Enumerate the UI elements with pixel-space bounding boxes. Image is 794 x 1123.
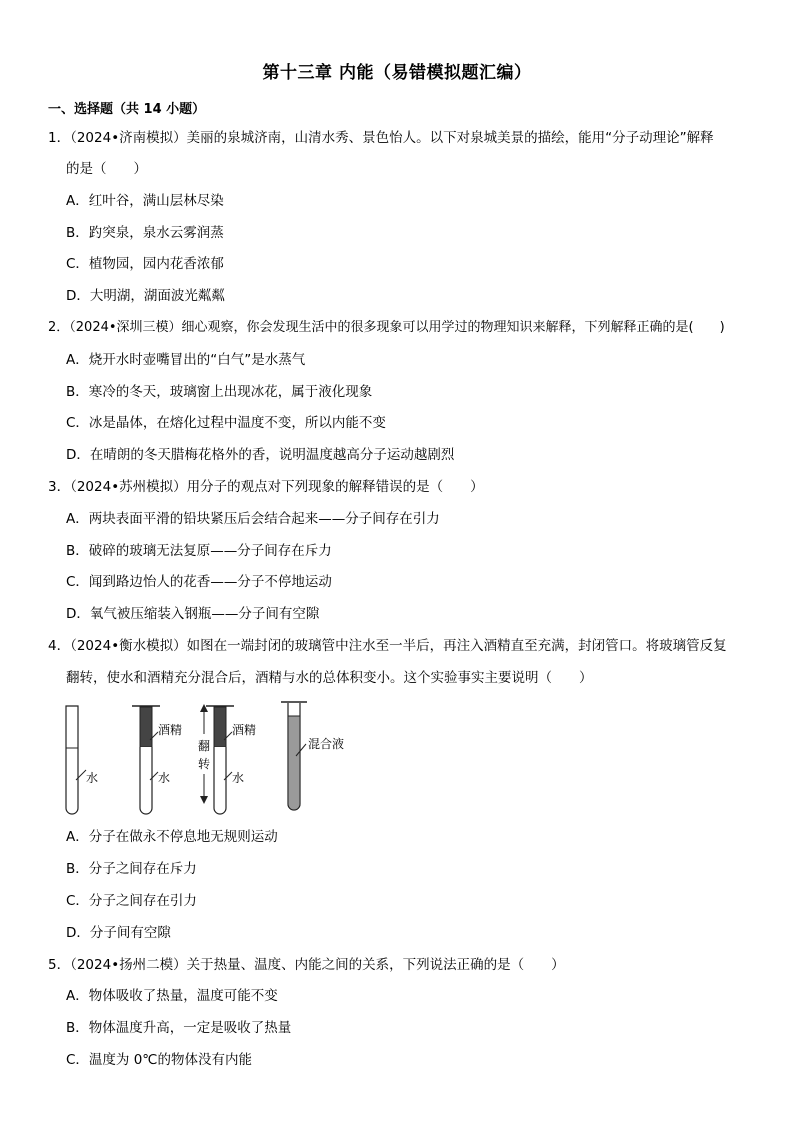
tube-water-only — [66, 706, 98, 814]
option-d: D．在晴朗的冬天腊梅花格外的香，说明温度越高分子运动越剧烈 — [66, 447, 455, 463]
option-c: C．冰是晶体，在熔化过程中温度不变，所以内能不变 — [66, 415, 386, 431]
question-5 — [48, 956, 565, 974]
option-d: D．分子间有空隙 — [66, 925, 171, 941]
option-b: B．物体温度升高，一定是吸收了热量 — [66, 1020, 292, 1036]
question-number: 1． — [48, 130, 71, 146]
question-number: 5． — [48, 957, 71, 973]
flip-label-2: 转 — [198, 757, 211, 771]
question-text: 用分子的观点对下列现象的解释错误的是（ ） — [186, 479, 484, 495]
option-a: A．红叶谷，满山层林尽染 — [66, 193, 224, 209]
option-a: A．物体吸收了热量，温度可能不变 — [66, 988, 278, 1004]
question-text: 细心观察，你会发现生活中的很多现象可以用学过的物理知识来解释，下列解释正确的是( ) — [181, 320, 725, 335]
question-number: 4． — [48, 638, 71, 654]
tube-experiment-figure — [54, 698, 354, 818]
question-text-continued: 翻转，使水和酒精充分混合后，酒精与水的总体积变小。这个实验事实主要说明（ ） — [66, 670, 593, 686]
flip-label-1: 翻 — [198, 739, 211, 753]
alcohol-label: 酒精 — [158, 723, 183, 737]
alcohol-label: 酒精 — [232, 723, 257, 737]
option-b: B．趵突泉，泉水云雾润蒸 — [66, 225, 224, 241]
question-source: （2024•扬州二模） — [70, 957, 187, 973]
water-label: 水 — [86, 771, 99, 785]
option-b: B．破碎的玻璃无法复原——分子间存在斥力 — [66, 543, 332, 559]
option-a: A．分子在做永不停息地无规则运动 — [66, 829, 278, 845]
question-2 — [48, 319, 725, 337]
option-c: C．植物园，园内花香浓郁 — [66, 256, 224, 272]
question-1 — [48, 129, 714, 147]
option-c: C．温度为 0℃的物体没有内能 — [66, 1052, 252, 1068]
option-a: A．烧开水时壶嘴冒出的“白气”是水蒸气 — [66, 352, 306, 368]
option-d: D．氧气被压缩装入钢瓶——分子间有空隙 — [66, 606, 320, 622]
option-b: B．分子之间存在斥力 — [66, 861, 197, 877]
question-source: （2024•深圳三模） — [69, 320, 182, 335]
question-source: （2024•苏州模拟） — [70, 479, 187, 495]
question-3 — [48, 478, 484, 496]
question-text: 如图在一端封闭的玻璃管中注水至一半后，再注入酒精直至充满，封闭管口。将玻璃管反复 — [186, 638, 727, 654]
tube-mixed — [281, 702, 344, 810]
option-a: A．两块表面平滑的铅块紧压后会结合起来——分子间存在引力 — [66, 511, 440, 527]
page-title: 第十三章 内能（易错模拟题汇编） — [262, 63, 532, 83]
option-c: C．分子之间存在引力 — [66, 893, 197, 909]
question-number: 3． — [48, 479, 71, 495]
question-4 — [48, 637, 727, 655]
question-source: （2024•济南模拟） — [70, 130, 187, 146]
question-text: 美丽的泉城济南，山清水秀、景色怡人。以下对泉城美景的描绘，能用“分子动理论”解释 — [186, 130, 714, 146]
section-heading: 一、选择题（共 14 小题） — [48, 102, 206, 117]
option-d: D．大明湖，湖面波光粼粼 — [66, 288, 225, 304]
water-label: 水 — [158, 771, 171, 785]
question-text-continued: 的是（ ） — [66, 161, 147, 177]
mixed-label: 混合液 — [308, 737, 345, 751]
option-c: C．闻到路边怡人的花香——分子不停地运动 — [66, 574, 332, 590]
tube-alcohol-water — [132, 706, 182, 814]
question-number: 2． — [48, 320, 70, 335]
tube-alcohol-water-sealed — [206, 706, 256, 814]
question-source: （2024•衡水模拟） — [70, 638, 187, 654]
question-text: 关于热量、温度、内能之间的关系，下列说法正确的是（ ） — [186, 957, 565, 973]
flip-arrow — [197, 704, 211, 804]
option-b: B．寒冷的冬天，玻璃窗上出现冰花，属于液化现象 — [66, 384, 373, 400]
water-label: 水 — [232, 771, 245, 785]
